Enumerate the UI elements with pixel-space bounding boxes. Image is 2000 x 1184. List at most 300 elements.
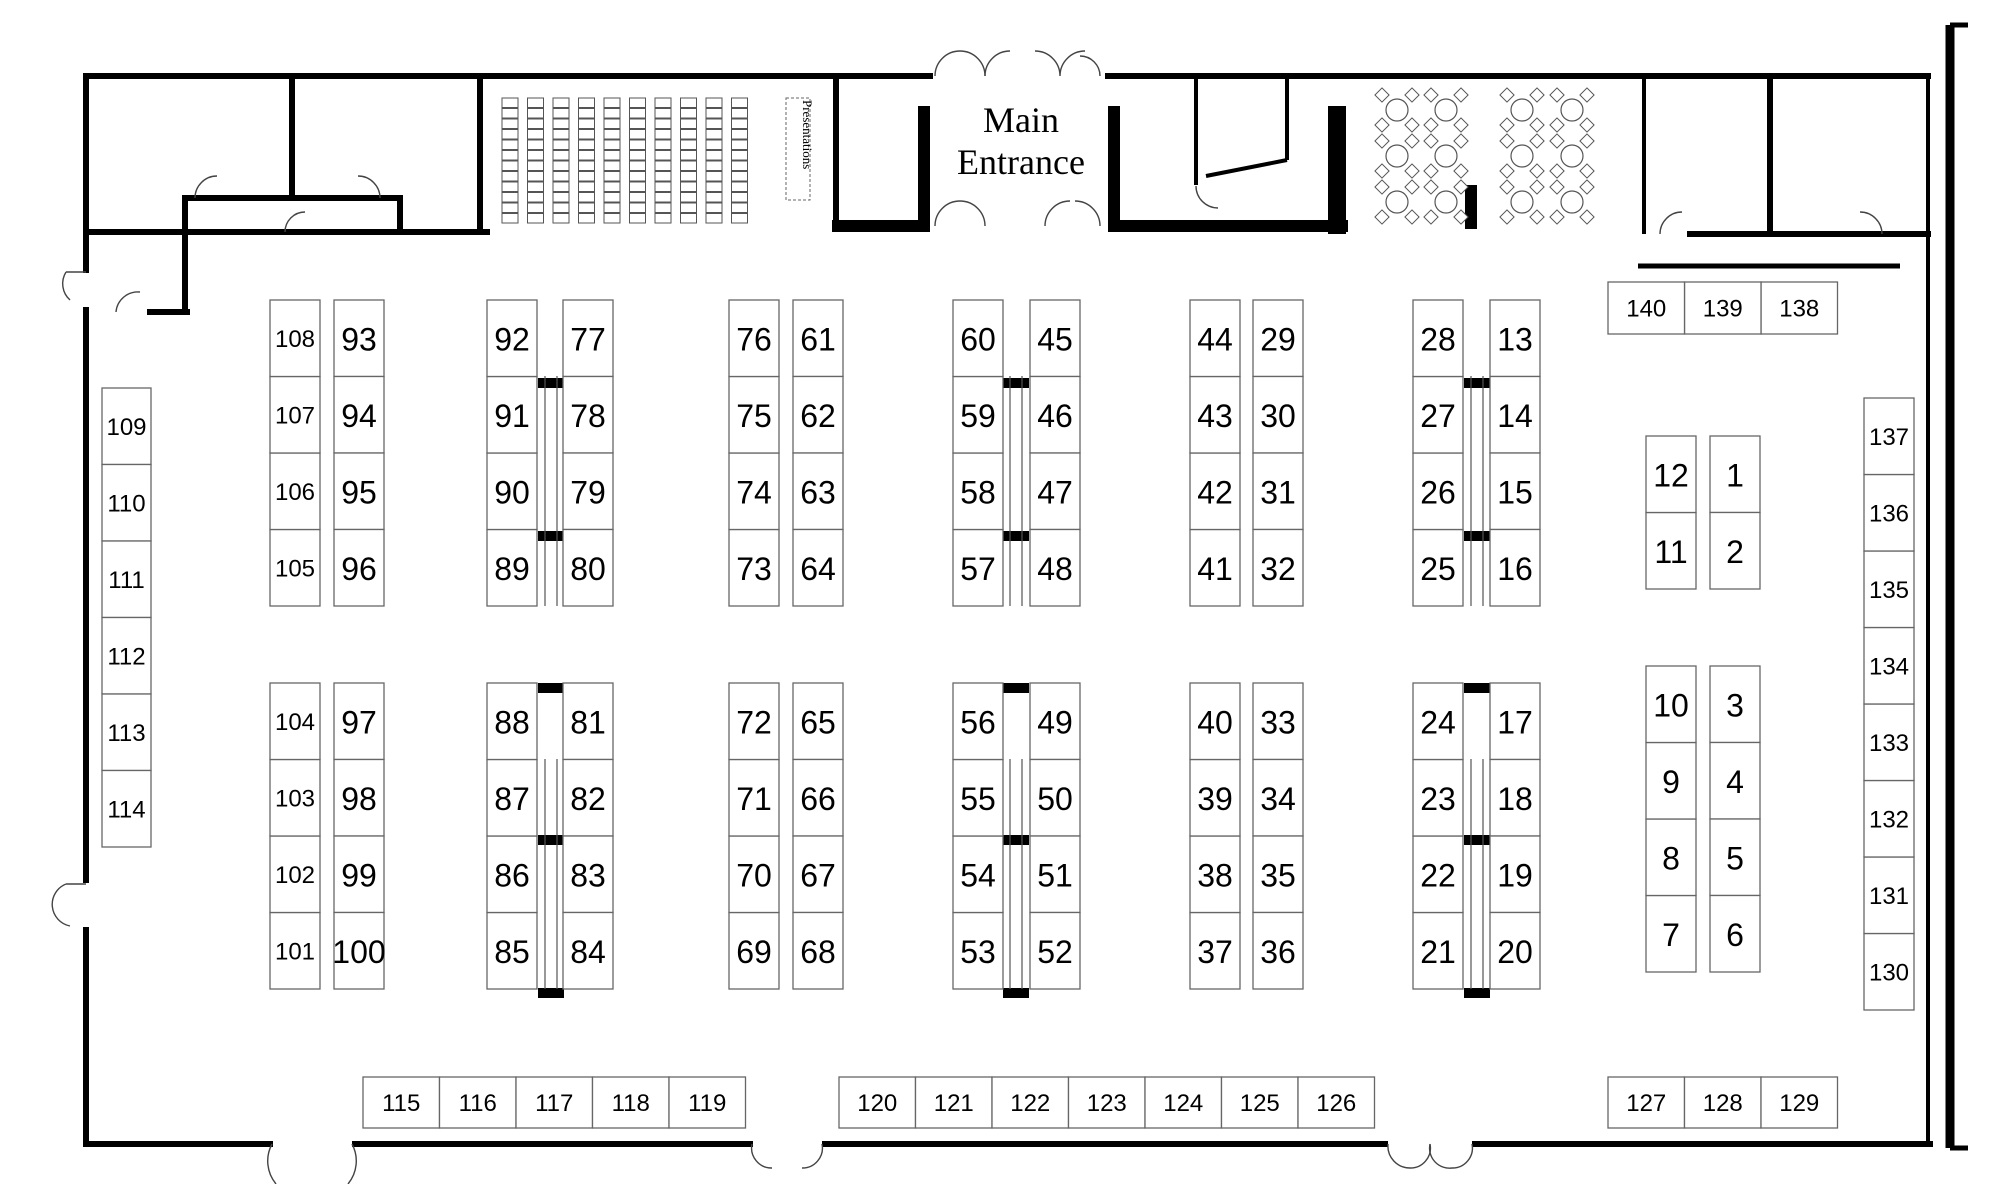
seat	[706, 151, 722, 161]
booth-47[interactable]	[1030, 453, 1080, 530]
booth-21[interactable]	[1413, 913, 1463, 990]
booth-number: 30	[1260, 397, 1296, 434]
booth-6[interactable]	[1710, 896, 1760, 973]
booth-number: 38	[1197, 857, 1233, 894]
booth-57[interactable]	[953, 530, 1003, 607]
booth-48[interactable]	[1030, 530, 1080, 607]
booth-number: 140	[1626, 295, 1667, 323]
booth-77[interactable]	[563, 300, 613, 377]
booth-3[interactable]	[1710, 666, 1760, 743]
booth-30[interactable]	[1253, 377, 1303, 454]
booth-number: 75	[736, 397, 772, 434]
booth-number: 46	[1037, 397, 1073, 434]
booth-79[interactable]	[563, 453, 613, 530]
booth-58[interactable]	[953, 453, 1003, 530]
booth-110[interactable]	[102, 465, 151, 542]
booth-4[interactable]	[1710, 743, 1760, 820]
booth-1[interactable]	[1710, 436, 1760, 513]
booth-36[interactable]	[1253, 913, 1303, 990]
booth-123[interactable]	[1069, 1077, 1146, 1128]
booth-86[interactable]	[487, 836, 537, 913]
seat	[553, 161, 569, 171]
booth-112[interactable]	[102, 618, 151, 695]
booth-27[interactable]	[1413, 377, 1463, 454]
booth-number: 45	[1037, 321, 1073, 358]
presentation-seating	[502, 98, 748, 223]
seat	[502, 161, 518, 171]
booth-39[interactable]	[1190, 760, 1240, 837]
booth-101[interactable]	[270, 913, 320, 990]
booth-number: 48	[1037, 550, 1073, 587]
booth-14[interactable]	[1490, 377, 1540, 454]
booth-129[interactable]	[1761, 1077, 1838, 1128]
booth-9[interactable]	[1646, 743, 1696, 820]
seat	[553, 151, 569, 161]
booth-84[interactable]	[563, 913, 613, 990]
booth-130[interactable]	[1864, 934, 1914, 1011]
booth-number: 8	[1662, 840, 1680, 877]
booth-53[interactable]	[953, 913, 1003, 990]
seat	[681, 98, 697, 108]
booth-85[interactable]	[487, 913, 537, 990]
booth-51[interactable]	[1030, 836, 1080, 913]
booth-96[interactable]	[334, 530, 384, 607]
seat	[579, 109, 595, 119]
booth-74[interactable]	[729, 453, 779, 530]
booth-42[interactable]	[1190, 453, 1240, 530]
booth-19[interactable]	[1490, 836, 1540, 913]
dining-table	[1500, 180, 1544, 224]
booth-number: 63	[800, 474, 836, 511]
seat	[528, 151, 544, 161]
booth-number: 113	[107, 719, 146, 747]
booth-90[interactable]	[487, 453, 537, 530]
booth-number: 115	[382, 1090, 421, 1117]
booth-number: 31	[1260, 474, 1296, 511]
booth-66[interactable]	[793, 760, 843, 837]
booth-72[interactable]	[729, 683, 779, 760]
seat	[502, 172, 518, 182]
seat	[579, 140, 595, 150]
booth-59[interactable]	[953, 377, 1003, 454]
seat	[706, 98, 722, 108]
booth-number: 74	[736, 474, 772, 511]
booth-number: 83	[570, 857, 606, 894]
booth-number: 126	[1316, 1090, 1357, 1117]
dining-table	[1550, 88, 1594, 132]
seat	[706, 193, 722, 203]
booth-number: 68	[800, 933, 836, 970]
booth-119[interactable]	[669, 1077, 746, 1128]
booth-128[interactable]	[1685, 1077, 1762, 1128]
booth-81[interactable]	[563, 683, 613, 760]
booth-99[interactable]	[334, 836, 384, 913]
booth-number: 80	[570, 550, 606, 587]
booth-103[interactable]	[270, 760, 320, 837]
booth-number: 97	[341, 704, 377, 741]
seat	[681, 130, 697, 140]
seat	[732, 214, 748, 224]
seat	[706, 109, 722, 119]
booth-number: 25	[1420, 550, 1456, 587]
seat	[706, 140, 722, 150]
seat	[655, 109, 671, 119]
booth-124[interactable]	[1145, 1077, 1222, 1128]
booth-40[interactable]	[1190, 683, 1240, 760]
booth-5[interactable]	[1710, 819, 1760, 896]
seat	[553, 109, 569, 119]
booth-10[interactable]	[1646, 666, 1696, 743]
seat	[553, 172, 569, 182]
seat	[681, 193, 697, 203]
booth-number: 32	[1260, 550, 1296, 587]
booth-number: 121	[933, 1090, 974, 1117]
seat	[681, 151, 697, 161]
booth-71[interactable]	[729, 760, 779, 837]
seat	[732, 140, 748, 150]
booth-15[interactable]	[1490, 453, 1540, 530]
booth-78[interactable]	[563, 377, 613, 454]
booth-13[interactable]	[1490, 300, 1540, 377]
booth-7[interactable]	[1646, 896, 1696, 973]
booth-number: 73	[736, 550, 772, 587]
booth-60[interactable]	[953, 300, 1003, 377]
booth-number: 23	[1420, 780, 1456, 817]
booth-64[interactable]	[793, 530, 843, 607]
seat	[528, 119, 544, 129]
booth-number: 110	[107, 490, 146, 518]
booth-number: 85	[494, 933, 530, 970]
booth-number: 69	[736, 933, 772, 970]
booth-number: 55	[960, 780, 996, 817]
booth-number: 90	[494, 474, 530, 511]
booth-138[interactable]	[1761, 282, 1838, 334]
booth-54[interactable]	[953, 836, 1003, 913]
seat	[604, 182, 620, 192]
booth-number: 35	[1260, 857, 1296, 894]
seat	[630, 203, 646, 213]
booth-20[interactable]	[1490, 913, 1540, 990]
booth-134[interactable]	[1864, 628, 1914, 705]
booth-number: 67	[800, 857, 836, 894]
booth-92[interactable]	[487, 300, 537, 377]
seat	[706, 119, 722, 129]
booth-45[interactable]	[1030, 300, 1080, 377]
booth-70[interactable]	[729, 836, 779, 913]
dining-table	[1424, 88, 1468, 132]
booth-88[interactable]	[487, 683, 537, 760]
booth-116[interactable]	[440, 1077, 517, 1128]
booth-number: 15	[1497, 474, 1533, 511]
booth-number: 26	[1420, 474, 1456, 511]
booth-number: 116	[458, 1090, 497, 1117]
booth-number: 60	[960, 321, 996, 358]
booth-126[interactable]	[1298, 1077, 1375, 1128]
booth-24[interactable]	[1413, 683, 1463, 760]
booth-41[interactable]	[1190, 530, 1240, 607]
seat	[553, 214, 569, 224]
booth-131[interactable]	[1864, 857, 1914, 934]
seat	[553, 193, 569, 203]
seat	[502, 203, 518, 213]
seat	[528, 109, 544, 119]
booth-46[interactable]	[1030, 377, 1080, 454]
booth-number: 50	[1037, 780, 1073, 817]
dining-table	[1550, 134, 1594, 178]
booth-number: 82	[570, 780, 606, 817]
booth-73[interactable]	[729, 530, 779, 607]
booth-number: 139	[1702, 295, 1743, 323]
seat	[502, 182, 518, 192]
seat	[502, 193, 518, 203]
booth-83[interactable]	[563, 836, 613, 913]
booth-25[interactable]	[1413, 530, 1463, 607]
seat	[655, 98, 671, 108]
seat	[681, 119, 697, 129]
seat	[655, 161, 671, 171]
booth-number: 98	[341, 780, 377, 817]
booth-number: 41	[1197, 550, 1233, 587]
seat	[732, 203, 748, 213]
booth-number: 5	[1726, 840, 1744, 877]
booth-44[interactable]	[1190, 300, 1240, 377]
booth-125[interactable]	[1222, 1077, 1299, 1128]
seat	[604, 172, 620, 182]
booth-95[interactable]	[334, 453, 384, 530]
booth-number: 17	[1497, 704, 1533, 741]
booth-number: 22	[1420, 857, 1456, 894]
booth-number: 40	[1197, 704, 1233, 741]
booth-28[interactable]	[1413, 300, 1463, 377]
booth-100[interactable]	[332, 913, 385, 990]
seat	[655, 119, 671, 129]
booth-67[interactable]	[793, 836, 843, 913]
booth-115[interactable]	[363, 1077, 440, 1128]
booth-87[interactable]	[487, 760, 537, 837]
booth-55[interactable]	[953, 760, 1003, 837]
booth-35[interactable]	[1253, 836, 1303, 913]
seat	[553, 98, 569, 108]
booth-93[interactable]	[334, 300, 384, 377]
booth-number: 117	[535, 1090, 574, 1117]
booth-56[interactable]	[953, 683, 1003, 760]
seat	[553, 119, 569, 129]
seat	[553, 203, 569, 213]
booth-number: 44	[1197, 321, 1233, 358]
booth-33[interactable]	[1253, 683, 1303, 760]
booth-number: 107	[274, 402, 316, 430]
booth-69[interactable]	[729, 913, 779, 990]
booth-number: 37	[1197, 933, 1233, 970]
booth-number: 42	[1197, 474, 1233, 511]
dining-table	[1424, 134, 1468, 178]
booth-107[interactable]	[270, 377, 320, 454]
seat	[528, 161, 544, 171]
booth-94[interactable]	[334, 377, 384, 454]
seat	[681, 214, 697, 224]
booth-62[interactable]	[793, 377, 843, 454]
booth-number: 100	[332, 933, 386, 970]
right-offices	[1638, 76, 1928, 266]
booth-31[interactable]	[1253, 453, 1303, 530]
booth-number: 132	[1868, 806, 1910, 834]
booth-136[interactable]	[1864, 475, 1914, 552]
booth-number: 49	[1037, 704, 1073, 741]
booth-105[interactable]	[270, 530, 320, 607]
seat	[630, 193, 646, 203]
booth-108[interactable]	[270, 300, 320, 377]
booth-number: 124	[1163, 1090, 1204, 1117]
seat	[579, 151, 595, 161]
booth-91[interactable]	[487, 377, 537, 454]
seat	[681, 109, 697, 119]
booth-113[interactable]	[102, 694, 151, 771]
booth-52[interactable]	[1030, 913, 1080, 990]
seat	[706, 182, 722, 192]
booth-139[interactable]	[1685, 282, 1762, 334]
booth-number: 99	[341, 857, 377, 894]
booth-number: 105	[274, 555, 316, 583]
seat	[630, 119, 646, 129]
booth-number: 94	[341, 397, 377, 434]
booth-111[interactable]	[102, 541, 151, 618]
booth-number: 14	[1497, 397, 1533, 434]
seat	[502, 109, 518, 119]
booth-32[interactable]	[1253, 530, 1303, 607]
booth-number: 43	[1197, 397, 1233, 434]
booth-76[interactable]	[729, 300, 779, 377]
seat	[604, 151, 620, 161]
booth-8[interactable]	[1646, 819, 1696, 896]
seat	[604, 203, 620, 213]
booth-29[interactable]	[1253, 300, 1303, 377]
structural-posts	[538, 376, 1490, 1143]
booth-number: 125	[1239, 1090, 1280, 1117]
booth-63[interactable]	[793, 453, 843, 530]
booth-11[interactable]	[1646, 513, 1696, 590]
seat	[630, 161, 646, 171]
booth-135[interactable]	[1864, 551, 1914, 628]
seat	[706, 172, 722, 182]
seat	[604, 109, 620, 119]
booth-137[interactable]	[1864, 398, 1914, 475]
booth-68[interactable]	[793, 913, 843, 990]
seat	[528, 140, 544, 150]
seat	[528, 172, 544, 182]
seat	[681, 182, 697, 192]
booth-80[interactable]	[563, 530, 613, 607]
booth-106[interactable]	[270, 453, 320, 530]
seat	[630, 172, 646, 182]
booth-number: 88	[494, 704, 530, 741]
presentations-stage	[786, 98, 815, 200]
booth-number: 89	[494, 550, 530, 587]
seat	[604, 140, 620, 150]
booth-122[interactable]	[992, 1077, 1069, 1128]
booth-number: 137	[1868, 423, 1910, 451]
booth-number: 134	[1868, 653, 1910, 681]
booth-number: 127	[1626, 1090, 1667, 1117]
booth-133[interactable]	[1864, 704, 1914, 781]
booth-98[interactable]	[334, 760, 384, 837]
booth-number: 109	[106, 413, 147, 441]
seat	[528, 182, 544, 192]
booth-number: 96	[341, 550, 377, 587]
booth-49[interactable]	[1030, 683, 1080, 760]
booth-89[interactable]	[487, 530, 537, 607]
booth-number: 122	[1010, 1090, 1051, 1117]
booth-number: 47	[1037, 474, 1073, 511]
booth-number: 58	[960, 474, 996, 511]
booth-number: 91	[494, 397, 530, 434]
booth-number: 19	[1497, 857, 1533, 894]
seat	[604, 161, 620, 171]
seat	[706, 130, 722, 140]
booth-26[interactable]	[1413, 453, 1463, 530]
booth-number: 70	[736, 857, 772, 894]
booth-127[interactable]	[1608, 1077, 1685, 1128]
booths	[102, 282, 1914, 1128]
booth-number: 57	[960, 550, 996, 587]
booth-75[interactable]	[729, 377, 779, 454]
booth-22[interactable]	[1413, 836, 1463, 913]
booth-118[interactable]	[593, 1077, 670, 1128]
seat	[579, 119, 595, 129]
booth-number: 79	[570, 474, 606, 511]
booth-109[interactable]	[102, 388, 151, 465]
booth-50[interactable]	[1030, 760, 1080, 837]
booth-17[interactable]	[1490, 683, 1540, 760]
seat	[630, 151, 646, 161]
booth-12[interactable]	[1646, 436, 1696, 513]
booth-18[interactable]	[1490, 760, 1540, 837]
booth-61[interactable]	[793, 300, 843, 377]
booth-number: 16	[1497, 550, 1533, 587]
booth-38[interactable]	[1190, 836, 1240, 913]
booth-97[interactable]	[334, 683, 384, 760]
booth-37[interactable]	[1190, 913, 1240, 990]
booth-65[interactable]	[793, 683, 843, 760]
seat	[604, 98, 620, 108]
booth-number: 71	[736, 780, 772, 817]
booth-34[interactable]	[1253, 760, 1303, 837]
seat	[655, 182, 671, 192]
booth-117[interactable]	[516, 1077, 593, 1128]
booth-number: 27	[1420, 397, 1456, 434]
booth-114[interactable]	[102, 771, 151, 848]
booth-140[interactable]	[1608, 282, 1685, 334]
booth-43[interactable]	[1190, 377, 1240, 454]
booth-number: 66	[800, 780, 836, 817]
seat	[630, 214, 646, 224]
booth-120[interactable]	[839, 1077, 916, 1128]
booth-121[interactable]	[916, 1077, 993, 1128]
booth-132[interactable]	[1864, 781, 1914, 858]
booth-number: 10	[1653, 687, 1689, 724]
booth-104[interactable]	[270, 683, 320, 760]
booth-16[interactable]	[1490, 530, 1540, 607]
booth-23[interactable]	[1413, 760, 1463, 837]
booth-number: 2	[1726, 533, 1744, 570]
booth-102[interactable]	[270, 836, 320, 913]
booth-82[interactable]	[563, 760, 613, 837]
booth-number: 129	[1779, 1090, 1820, 1117]
seat	[655, 214, 671, 224]
booth-number: 104	[274, 708, 316, 736]
seat	[579, 172, 595, 182]
seat	[630, 98, 646, 108]
booth-2[interactable]	[1710, 513, 1760, 590]
